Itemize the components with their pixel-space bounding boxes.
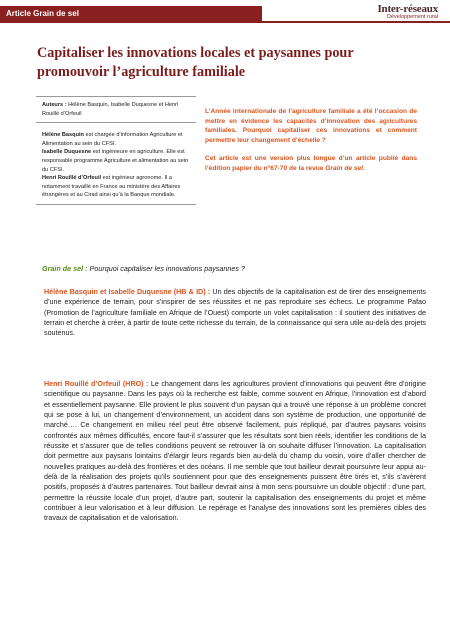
bio-name: Isabelle Duquesne [42, 149, 92, 156]
brand-logo [377, 3, 438, 20]
article-title: Capitaliser les innovations locales et paysannes pour promouvoir l’agriculture familiale [37, 45, 354, 80]
answer-text: Le changement dans les agricultures provient d’innovations qui peuvent être d’origine scientifique ou paysanne. Dans les pays où la recherche est faible, comme souvent en Afrique, l’innovation est d’abord et essentiellement paysanne. Elle provient le plus souvent d’un paysan qui a trouvé une réponse à un problème concret qui se pose à lui, un changement d’environnement, un accident dans son système de production, une opportunité de marché…. Ce changement en milieu réel peut être observé facilement, puis répliqué, par d’autres paysans voisins confrontés aux mêmes difficultés, encore faut-il s’assurer que les résultats sont bien réels, identifier les conditions de la réussite et s’assurer que de telles conditions peuvent se retrouver là on souhaite diffuser l’innovation. La capitalisation doit permettre aux paysans lointains d’élargir leurs regards bien au-delà du champ du voisin, voire d’aller chercher de nouvelles pratiques au-delà des frontières et des océans. Il me semble que tout bailleur devrait poursuivre leur appui au-delà de la réalisation des projets qu’ils soutiennent pour que des enseignements puissent être tirés et, s’ils s’avèrent positifs, proposés à d’autres partenaires. Tout bailleur devrait ainsi à mon sens poursuivre un double objectif : d’une part, permettre la réussite locale d’un projet, d’autre part, soutenir la capitalisation des enseignements du projet et même contribuer à leur valorisation et à leur diffusion. Le repérage et l’analyse des innovations sont les premières cibles des travaux de capitalisation et de valorisation. [44, 380, 426, 523]
answer-paragraph [34, 287, 426, 339]
interview-question [42, 264, 422, 273]
journal-name: Grain de sel [325, 164, 364, 172]
bio-name: Henri Rouillé d’Orfeuil [42, 175, 102, 182]
summary-note [205, 154, 417, 173]
authors-names: Hélène Basquin, Isabelle Duquesne et Henri Rouillé d’Orfeuil [42, 102, 179, 117]
bio-text: est ingénieur agronome. Il a notamment travaillé en France au ministère des Affaires étrangères et au Cirad ainsi qu’à la Banque mondiale. [42, 175, 181, 199]
speaker-name: Henri Rouillé d’Orfeuil (HRO) : [44, 380, 149, 388]
speaker-name: Hélène Basquin et Isabelle Duquesne (HB & ID) : [44, 288, 211, 296]
summary-note-text: Cet article est une version plus longue d’un article publié dans l’édition papier du n°67-70 de la revue [205, 155, 417, 172]
question-label: Grain de sel : [42, 264, 88, 273]
page-header [0, 0, 450, 22]
bio-text: est chargée d’information Agriculture et Alimentation au sein du CFSI. [42, 132, 183, 147]
question-text: Pourquoi capitaliser les innovations paysannes ? [87, 264, 245, 273]
bio-name: Hélène Basquin [42, 132, 84, 139]
author-bios [36, 123, 196, 205]
bio-text: est ingénieure en agriculture. Elle est responsable programme Agriculture et alimentation au sein du CFSI. [42, 149, 189, 173]
summary-note-end: . [363, 164, 365, 172]
answer-paragraph [34, 379, 426, 524]
summary-paragraph: L’Année internationale de l’agriculture familiale a été l’occasion de mettre en évidence les capacités d’innovation des agricultures familiales. Pourquoi capitaliser ces innovations et comment permettre leur changement d’échelle ? [205, 108, 417, 144]
authors-label: Auteurs : [42, 102, 67, 108]
section-label: Article Grain de sel [0, 6, 262, 23]
answer-text: Un des objectifs de la capitalisation est de tirer des enseignements d’une expérience de terrain, pour s’inspirer de ses réussites et ne pas reproduire ses échecs. Le programme Pafao (Promotion de l’agriculture familiale en Afrique de l’Ouest) comporte un volet capitalisation : il soutient des initiatives de terrain et cherche à créer, à partir de toute cette richesse du terrain, de la connaissance qui sera utile au-delà des projets soutenus. [44, 288, 426, 338]
brand-name: Inter-réseaux [377, 3, 438, 15]
header-rule [262, 21, 450, 23]
brand-subtitle: Développement rural [386, 14, 438, 20]
article-summary [205, 107, 417, 174]
authors-line [36, 96, 196, 123]
author-box [36, 96, 196, 205]
